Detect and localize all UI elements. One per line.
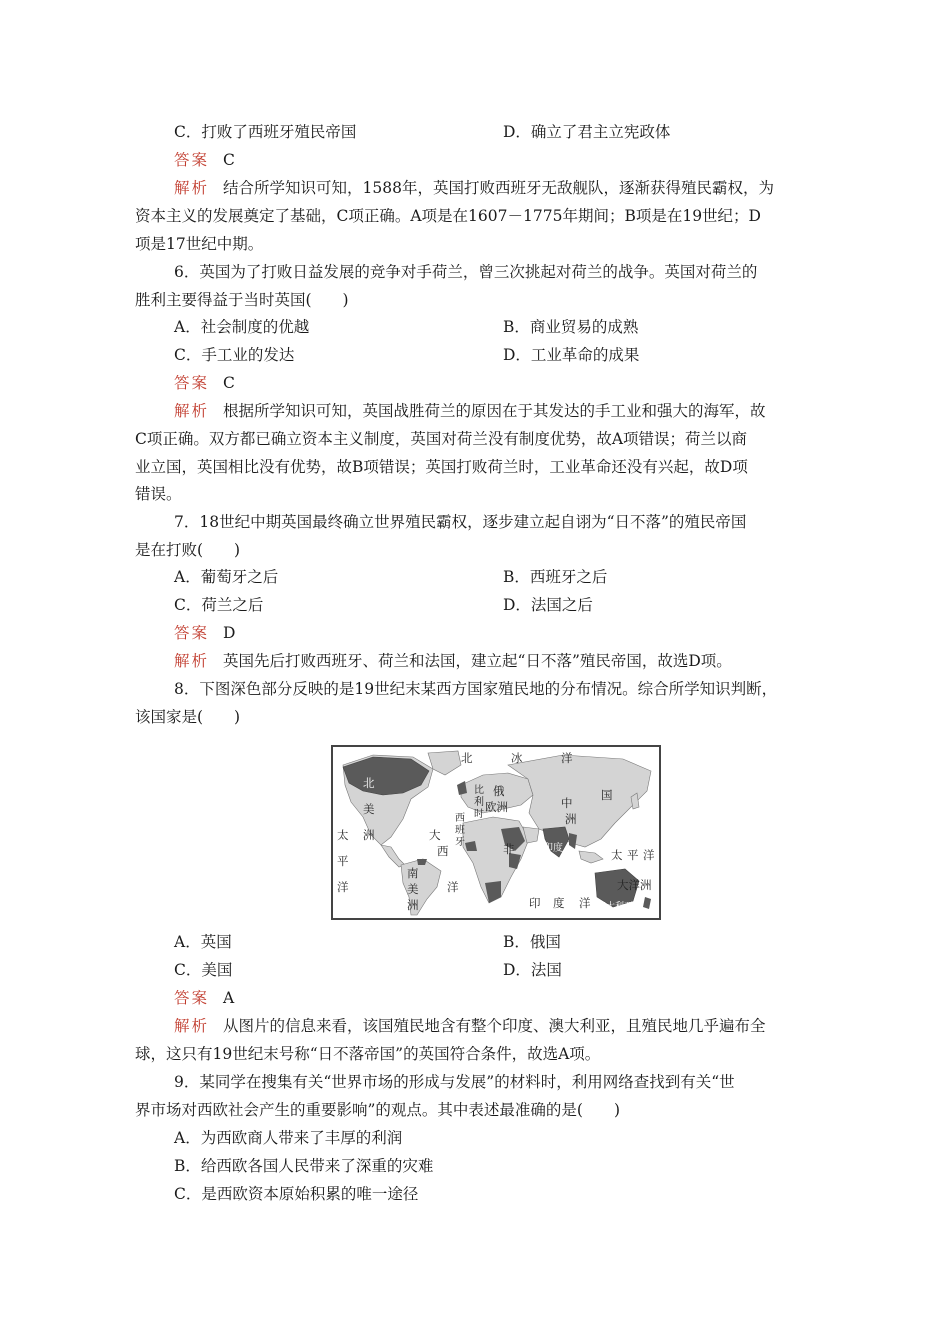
answer-value: A [223,989,235,1007]
q8-option-d: D．法国 [503,961,562,979]
q9-option-b: B．给西欧各国人民带来了深重的灾难 [174,1157,434,1175]
q9-stem: 9．某同学在搜集有关“世界市场的形成与发展”的材料时，利用网络查找到有关“世 [174,1073,735,1091]
map-label: 洋 [337,880,349,894]
q8-option-c: C．美国 [174,961,233,979]
q9-stem: 界市场对西欧社会产生的重要影响”的观点。其中表述最准确的是( ) [135,1101,621,1119]
map-label: 洋 [643,848,655,862]
q8-stem: 该国家是( ) [135,708,241,726]
q8-option-b: B．俄国 [503,933,561,951]
q8-analysis-line [174,1015,766,1037]
q7-stem: 是在打败( ) [135,541,241,559]
q5-analysis-line: 项是17世纪中期。 [135,235,264,253]
q6-option-c: C．手工业的发达 [174,346,295,364]
map-label: 北 [461,751,473,765]
map-label: 南 [407,866,419,880]
map-label: 美 [407,882,419,896]
q7-option-d: D．法国之后 [503,596,593,614]
q7-analysis-line [174,650,732,672]
q6-stem: 胜利主要得益于当时英国( ) [135,291,349,309]
q5-option-d: D．确立了君主立宪政体 [503,123,671,141]
q7-option-b: B．西班牙之后 [503,568,608,586]
q6-option-a: A．社会制度的优越 [174,318,310,336]
q8-analysis-line: 球，这只有19世纪末号称“日不落帝国”的英国符合条件，故选A项。 [135,1045,601,1063]
q8-option-a: A．英国 [174,933,232,951]
q6-option-d: D．工业革命的成果 [503,346,640,364]
q6-analysis-line: 业立国，英国相比没有优势，故B项错误；英国打败荷兰时，工业革命还没有兴起，故D项 [135,458,748,476]
q6-stem: 6．英国为了打败日益发展的竞争对手荷兰，曾三次挑起对荷兰的战争。英国对荷兰的 [174,263,758,281]
map-label: 印 [529,896,541,910]
q8-stem: 8．下图深色部分反映的是19世纪末某西方国家殖民地的分布情况。综合所学知识判断， [174,680,778,698]
answer-value: C [223,374,235,392]
map-label: 比 [474,785,484,796]
map-label: 洋 [447,880,459,894]
map-label: 班 [455,825,465,836]
map-label: 平 [337,854,349,868]
map-label: 洋 [561,751,573,765]
map-label: 俄 [493,784,505,798]
q7-option-c: C．荷兰之后 [174,596,264,614]
analysis-text: 根据所学知识可知，英国战胜荷兰的原因在于其发达的手工业和强大的海军，故 [223,402,766,420]
analysis-text: 英国先后打败西班牙、荷兰和法国，建立起“日不落”殖民帝国，故选D项。 [223,652,732,670]
map-label: 度 [553,896,565,910]
map-label: 时 [474,809,484,820]
map-label: 大洋洲 [617,878,652,892]
answer-value: D [223,624,236,642]
world-map-drawing [333,747,659,918]
analysis-tag: 解析 [174,652,210,670]
map-label: 洲 [565,812,577,826]
map-label: 北 [363,776,375,790]
analysis-text: 从图片的信息来看，该国殖民地含有整个印度、澳大利亚，且殖民地几乎遍布全 [223,1017,766,1035]
map-label: 西 [437,844,449,858]
map-label: 利 [474,797,484,808]
map-label: 平 [627,848,639,862]
q7-option-a: A．葡萄牙之后 [174,568,279,586]
map-label: 国 [601,788,613,802]
analysis-tag: 解析 [174,402,210,420]
map-label: 冰 [511,751,523,765]
map-label: 洲 [363,828,375,842]
map-label: 洲 [407,898,419,912]
q6-analysis-line: C项正确。双方都已确立资本主义制度，英国对荷兰没有制度优势，故A项错误；荷兰以商 [135,430,748,448]
answer-tag: 答案 [174,989,210,1007]
q9-option-c: C．是西欧资本原始积累的唯一途径 [174,1185,419,1203]
map-label: 太 [337,828,349,842]
answer-tag: 答案 [174,624,210,642]
map-label: 美 [363,802,375,816]
q6-analysis-line: 错误。 [135,485,182,503]
world-colonies-map [331,745,661,920]
map-label: 非 [503,842,515,856]
analysis-text: 结合所学知识可知，1588年，英国打败西班牙无敌舰队，逐渐获得殖民霸权，为 [223,179,774,197]
map-label: 印度 [543,843,563,854]
q7-stem: 7．18世纪中期英国最终确立世界殖民霸权，逐步建立起自诩为“日不落”的殖民帝国 [174,513,747,531]
q5-option-row [174,121,356,143]
q6-answer [174,372,235,394]
map-label: 澳大利亚 [597,902,634,912]
map-label: 欧洲 [485,800,508,814]
q6-analysis-line [174,400,766,422]
answer-tag: 答案 [174,151,210,169]
map-label: 太 [611,848,623,862]
analysis-tag: 解析 [174,179,210,197]
map-label: 西 [455,813,465,824]
q5-analysis-line [174,177,774,199]
q5-answer [174,149,235,171]
map-label: 中 [561,796,573,810]
q6-option-b: B．商业贸易的成熟 [503,318,639,336]
map-label: 洋 [579,896,591,910]
q7-answer [174,622,235,644]
q5-option-c: C．打败了西班牙殖民帝国 [174,123,357,141]
q5-analysis-line: 资本主义的发展奠定了基础，C项正确。A项是在1607－1775年期间；B项是在19世纪；D [135,207,761,225]
map-label: 牙 [455,837,465,848]
analysis-tag: 解析 [174,1017,210,1035]
q8-answer [174,987,234,1009]
q9-option-a: A．为西欧商人带来了丰厚的利润 [174,1129,403,1147]
answer-value: C [223,151,235,169]
answer-tag: 答案 [174,374,210,392]
map-label: 大 [429,828,441,842]
